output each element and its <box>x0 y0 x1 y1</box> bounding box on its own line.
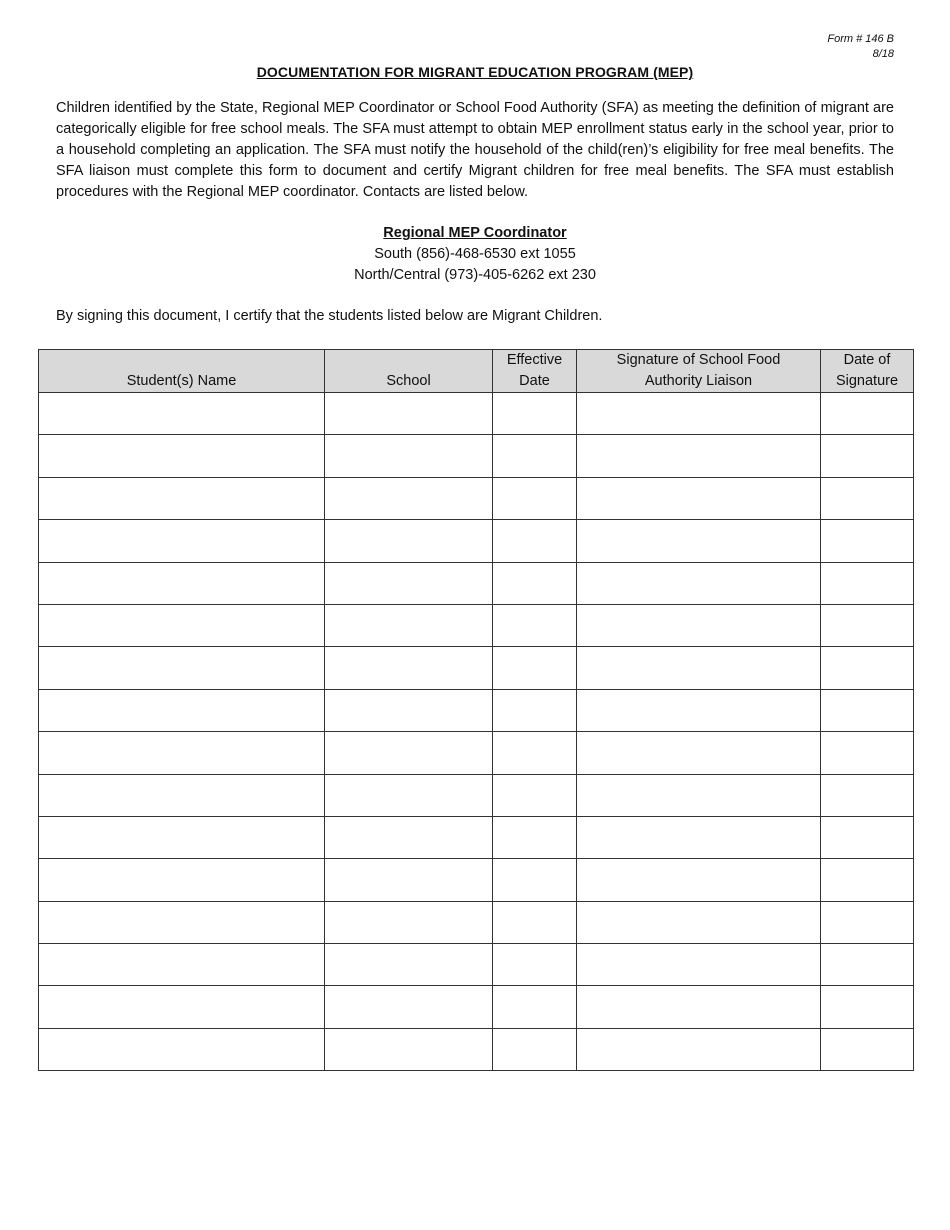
school-cell[interactable] <box>325 393 493 435</box>
header-line: Date <box>519 373 550 389</box>
certification-statement: By signing this document, I certify that the students listed below are Migrant Children. <box>56 308 603 324</box>
school-cell[interactable] <box>325 647 493 689</box>
school-cell[interactable] <box>325 604 493 646</box>
signature-date-cell[interactable] <box>821 604 914 646</box>
school-cell[interactable] <box>325 1028 493 1070</box>
student-name-cell[interactable] <box>39 859 325 901</box>
student-name-cell[interactable] <box>39 816 325 858</box>
liaison-signature-cell[interactable] <box>577 901 821 943</box>
school-cell[interactable] <box>325 859 493 901</box>
signature-date-cell[interactable] <box>821 562 914 604</box>
student-name-cell[interactable] <box>39 393 325 435</box>
student-name-cell[interactable] <box>39 435 325 477</box>
effective-date-cell[interactable] <box>493 732 577 774</box>
signature-date-cell[interactable] <box>821 859 914 901</box>
header-signature-date <box>821 350 914 393</box>
coordinator-contacts <box>0 223 950 286</box>
signature-date-cell[interactable] <box>821 732 914 774</box>
liaison-signature-cell[interactable] <box>577 774 821 816</box>
effective-date-cell[interactable] <box>493 816 577 858</box>
form-identifier <box>827 32 894 62</box>
table-row <box>39 393 914 435</box>
table-row <box>39 604 914 646</box>
student-name-cell[interactable] <box>39 774 325 816</box>
school-cell[interactable] <box>325 944 493 986</box>
signature-date-cell[interactable] <box>821 986 914 1028</box>
table-row <box>39 986 914 1028</box>
table-row <box>39 689 914 731</box>
effective-date-cell[interactable] <box>493 477 577 519</box>
table-row <box>39 1028 914 1070</box>
liaison-signature-cell[interactable] <box>577 647 821 689</box>
form-revision-date: 8/18 <box>872 48 894 60</box>
signature-date-cell[interactable] <box>821 774 914 816</box>
signature-date-cell[interactable] <box>821 944 914 986</box>
liaison-signature-cell[interactable] <box>577 520 821 562</box>
effective-date-cell[interactable] <box>493 859 577 901</box>
effective-date-cell[interactable] <box>493 435 577 477</box>
header-liaison-signature <box>577 350 821 393</box>
effective-date-cell[interactable] <box>493 562 577 604</box>
table-row <box>39 647 914 689</box>
effective-date-cell[interactable] <box>493 944 577 986</box>
signature-date-cell[interactable] <box>821 1028 914 1070</box>
table-body <box>39 393 914 1071</box>
school-cell[interactable] <box>325 435 493 477</box>
coordinator-heading: Regional MEP Coordinator <box>383 225 567 241</box>
table-row <box>39 944 914 986</box>
school-cell[interactable] <box>325 477 493 519</box>
school-cell[interactable] <box>325 986 493 1028</box>
school-cell[interactable] <box>325 816 493 858</box>
signature-date-cell[interactable] <box>821 520 914 562</box>
header-line: Effective <box>506 352 563 368</box>
effective-date-cell[interactable] <box>493 689 577 731</box>
liaison-signature-cell[interactable] <box>577 1028 821 1070</box>
effective-date-cell[interactable] <box>493 774 577 816</box>
liaison-signature-cell[interactable] <box>577 689 821 731</box>
student-name-cell[interactable] <box>39 689 325 731</box>
student-name-cell[interactable] <box>39 732 325 774</box>
student-name-cell[interactable] <box>39 1028 325 1070</box>
student-name-cell[interactable] <box>39 944 325 986</box>
table-row <box>39 732 914 774</box>
signature-date-cell[interactable] <box>821 901 914 943</box>
liaison-signature-cell[interactable] <box>577 944 821 986</box>
page-title: DOCUMENTATION FOR MIGRANT EDUCATION PROGRAM (MEP) <box>256 64 694 80</box>
intro-paragraph: Children identified by the State, Regional MEP Coordinator or School Food Authority (SFA) as meeting the definition of migrant are categorically eligible for free school meals. The SFA must attempt to obtain MEP enrollment status early in the school year, prior to a household completing an application. The SFA must notify the household of the child(ren)’s eligibility for free meal benefits. The SFA liaison must complete this form to document and certify Migrant children for free meal benefits. The SFA must establish procedures with the Regional MEP coordinator. Contacts are listed below. <box>56 100 894 200</box>
signature-date-cell[interactable] <box>821 816 914 858</box>
table-row <box>39 774 914 816</box>
signature-date-cell[interactable] <box>821 393 914 435</box>
effective-date-cell[interactable] <box>493 901 577 943</box>
student-name-cell[interactable] <box>39 604 325 646</box>
header-line: Signature of School Food <box>616 352 781 368</box>
header-line: Student(s) Name <box>126 373 237 389</box>
signature-date-cell[interactable] <box>821 689 914 731</box>
liaison-signature-cell[interactable] <box>577 562 821 604</box>
table-row <box>39 901 914 943</box>
coordinator-north-central: North/Central (973)-405-6262 ext 230 <box>354 267 596 283</box>
effective-date-cell[interactable] <box>493 604 577 646</box>
liaison-signature-cell[interactable] <box>577 986 821 1028</box>
liaison-signature-cell[interactable] <box>577 816 821 858</box>
liaison-signature-cell[interactable] <box>577 477 821 519</box>
school-cell[interactable] <box>325 520 493 562</box>
school-cell[interactable] <box>325 562 493 604</box>
student-name-cell[interactable] <box>39 520 325 562</box>
table-row <box>39 859 914 901</box>
table-row <box>39 562 914 604</box>
header-line: Signature <box>835 373 899 389</box>
liaison-signature-cell[interactable] <box>577 393 821 435</box>
table-row <box>39 477 914 519</box>
coordinator-south: South (856)-468-6530 ext 1055 <box>374 246 576 262</box>
table-header-row <box>39 350 914 393</box>
effective-date-cell[interactable] <box>493 1028 577 1070</box>
liaison-signature-cell[interactable] <box>577 732 821 774</box>
school-cell[interactable] <box>325 689 493 731</box>
header-line: School <box>386 373 431 389</box>
header-effective-date <box>493 350 577 393</box>
student-name-cell[interactable] <box>39 901 325 943</box>
signature-date-cell[interactable] <box>821 477 914 519</box>
signature-date-cell[interactable] <box>821 647 914 689</box>
student-name-cell[interactable] <box>39 986 325 1028</box>
effective-date-cell[interactable] <box>493 647 577 689</box>
student-name-cell[interactable] <box>39 647 325 689</box>
school-cell[interactable] <box>325 774 493 816</box>
table-row <box>39 816 914 858</box>
student-name-cell[interactable] <box>39 562 325 604</box>
header-student-name <box>39 350 325 393</box>
form-number: Form # 146 B <box>827 33 894 45</box>
liaison-signature-cell[interactable] <box>577 435 821 477</box>
table-row <box>39 435 914 477</box>
effective-date-cell[interactable] <box>493 393 577 435</box>
header-school <box>325 350 493 393</box>
student-roster-table <box>38 349 914 1071</box>
liaison-signature-cell[interactable] <box>577 859 821 901</box>
effective-date-cell[interactable] <box>493 986 577 1028</box>
student-name-cell[interactable] <box>39 477 325 519</box>
school-cell[interactable] <box>325 901 493 943</box>
signature-date-cell[interactable] <box>821 435 914 477</box>
liaison-signature-cell[interactable] <box>577 604 821 646</box>
school-cell[interactable] <box>325 732 493 774</box>
table-row <box>39 520 914 562</box>
effective-date-cell[interactable] <box>493 520 577 562</box>
header-line: Authority Liaison <box>644 373 753 389</box>
header-line: Date of <box>843 352 891 368</box>
